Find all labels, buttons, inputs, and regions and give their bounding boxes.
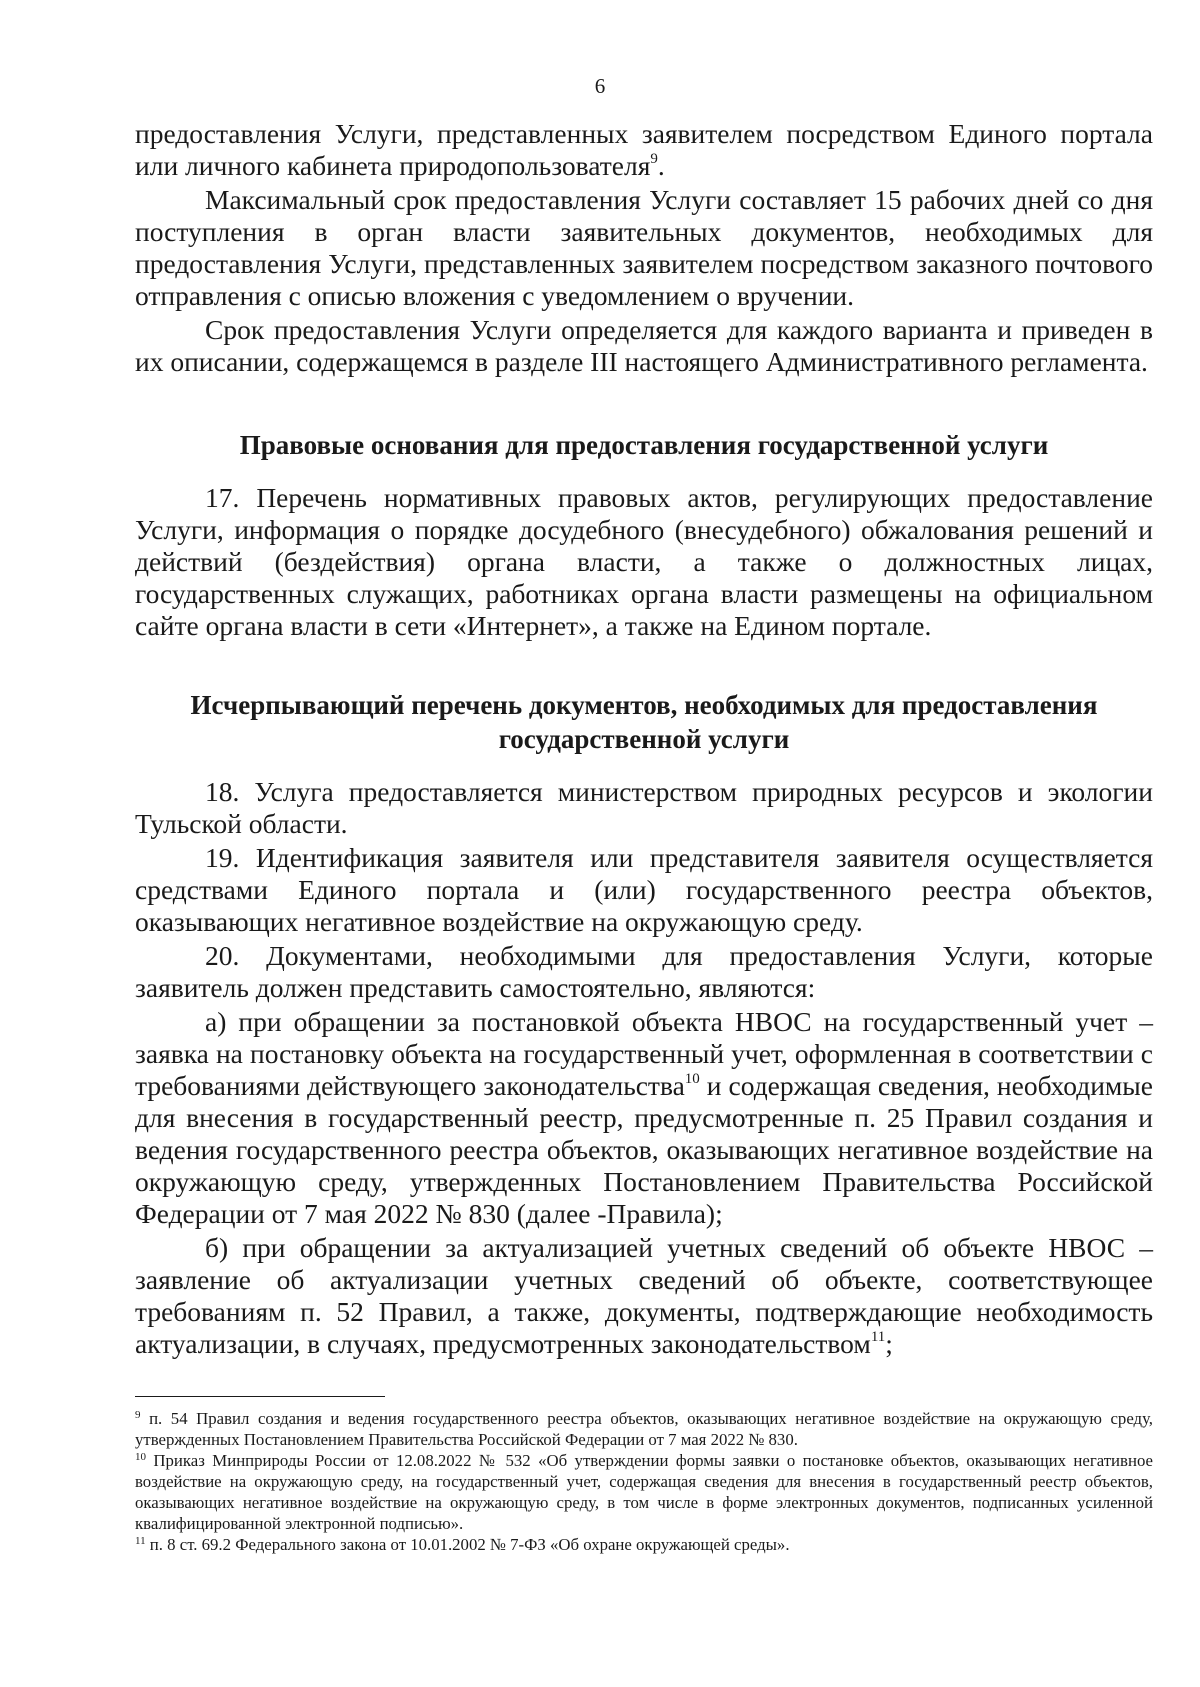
list-item-b [135,1232,1153,1360]
footnote-9 [135,1408,1153,1450]
heading-documents-list: Исчерпывающий перечень документов, необходимых для предоставления государственной услуги [190,690,1098,754]
item-b-text: б) при обращении за актуализацией учетных сведений об объекте НВОС – заявление об актуализации учетных сведений об объекте, соответствующее требованиям п. 52 Правил, а также, документы, подтверждающие необходимость актуализации, в случаях, предусмотренных законодательством [135,1232,1153,1359]
footnote-number: 11 [135,1535,146,1547]
footnote-number: 9 [135,1409,141,1421]
footnote-ref-10[interactable]: 10 [684,1071,700,1087]
item-a-text-cont: и содержащая сведения, необходимые для внесения в государственный реестр, предусмотренные п. 25 Правил создания и ведения государственного реестра объектов, оказывающих негативное воздействие на окружающую среду, утвержденных Постановлением Правительства Российской Федерации от 7 мая 2022 № 830 (далее -Правила); [135,1070,1153,1229]
footnote-11 [135,1534,1153,1555]
footnote-10 [135,1450,1153,1534]
paragraph-text: предоставления Услуги, представленных заявителем посредством Единого портала или личного кабинета природопользователя [135,118,1153,181]
document-body [135,118,1153,1360]
footnote-separator [135,1396,385,1397]
paragraph-continuation [135,118,1153,182]
paragraph-max-term: Максимальный срок предоставления Услуги составляет 15 рабочих дней со дня поступления в орган власти заявительных документов, необходимых для предоставления Услуги, представленных заявителем посредством заказного почтового отправления с описью вложения с уведомлением о вручении. [135,184,1153,311]
footnote-text: Приказ Минприроды России от 12.08.2022 № 532 «Об утверждении формы заявки о постановке объектов, оказывающих негативное воздействие на окружающую среду, на государственный учет, содержащая сведения для внесения в государственный реестр объектов, оказывающих негативное воздействие на окружающую среду, в том числе в форме электронных документов, подписанных усиленной квалифицированной электронной подписью». [135,1451,1153,1533]
paragraph-term-variant: Срок предоставления Услуги определяется для каждого варианта и приведен в их описании, содержащемся в разделе III настоящего Административного регламента. [135,314,1153,377]
footnote-ref-11[interactable]: 11 [870,1329,886,1345]
footnote-ref-9[interactable]: 9 [650,151,658,167]
item-b-tail: ; [885,1328,893,1359]
footnote-text: п. 54 Правил создания и ведения государственного реестра объектов, оказывающих негативное воздействие на окружающую среду, утвержденных Постановлением Правительства Российской Федерации от 7 мая 2022 № 830. [135,1409,1153,1449]
paragraph-18: 18. Услуга предоставляется министерством природных ресурсов и экологии Тульской области. [135,776,1153,839]
heading-legal-basis: Правовые основания для предоставления государственной услуги [239,430,1049,460]
paragraph-19: 19. Идентификация заявителя или представителя заявителя осуществляется средствами Единого портала и (или) государственного реестра объектов, оказывающих негативное воздействие на окружающую среду. [135,842,1153,937]
paragraph-tail: . [657,150,665,181]
paragraph-17: 17. Перечень нормативных правовых актов, регулирующих предоставление Услуги, информация о порядке досудебного (внесудебного) обжалования решений и действий (бездействия) органа власти, а также о должностных лицах, государственных служащих, работниках органа власти размещены на официальном сайте органа власти в сети «Интернет», а также на Едином портале. [135,482,1153,641]
list-item-a [135,1006,1153,1230]
paragraph-20: 20. Документами, необходимыми для предоставления Услуги, которые заявитель должен представить самостоятельно, являются: [135,940,1153,1003]
footnotes [135,1408,1153,1555]
footnote-number: 10 [135,1451,146,1463]
footnote-text: п. 8 ст. 69.2 Федерального закона от 10.01.2002 № 7-ФЗ «Об охране окружающей среды». [145,1535,790,1554]
page-number: 6 [594,74,606,98]
item-a-text: а) при обращении за постановкой объекта НВОС на государственный учет – заявка на постановку объекта на государственный учет, оформленная в соответствии с требованиями действующего законодательства [135,1006,1153,1101]
